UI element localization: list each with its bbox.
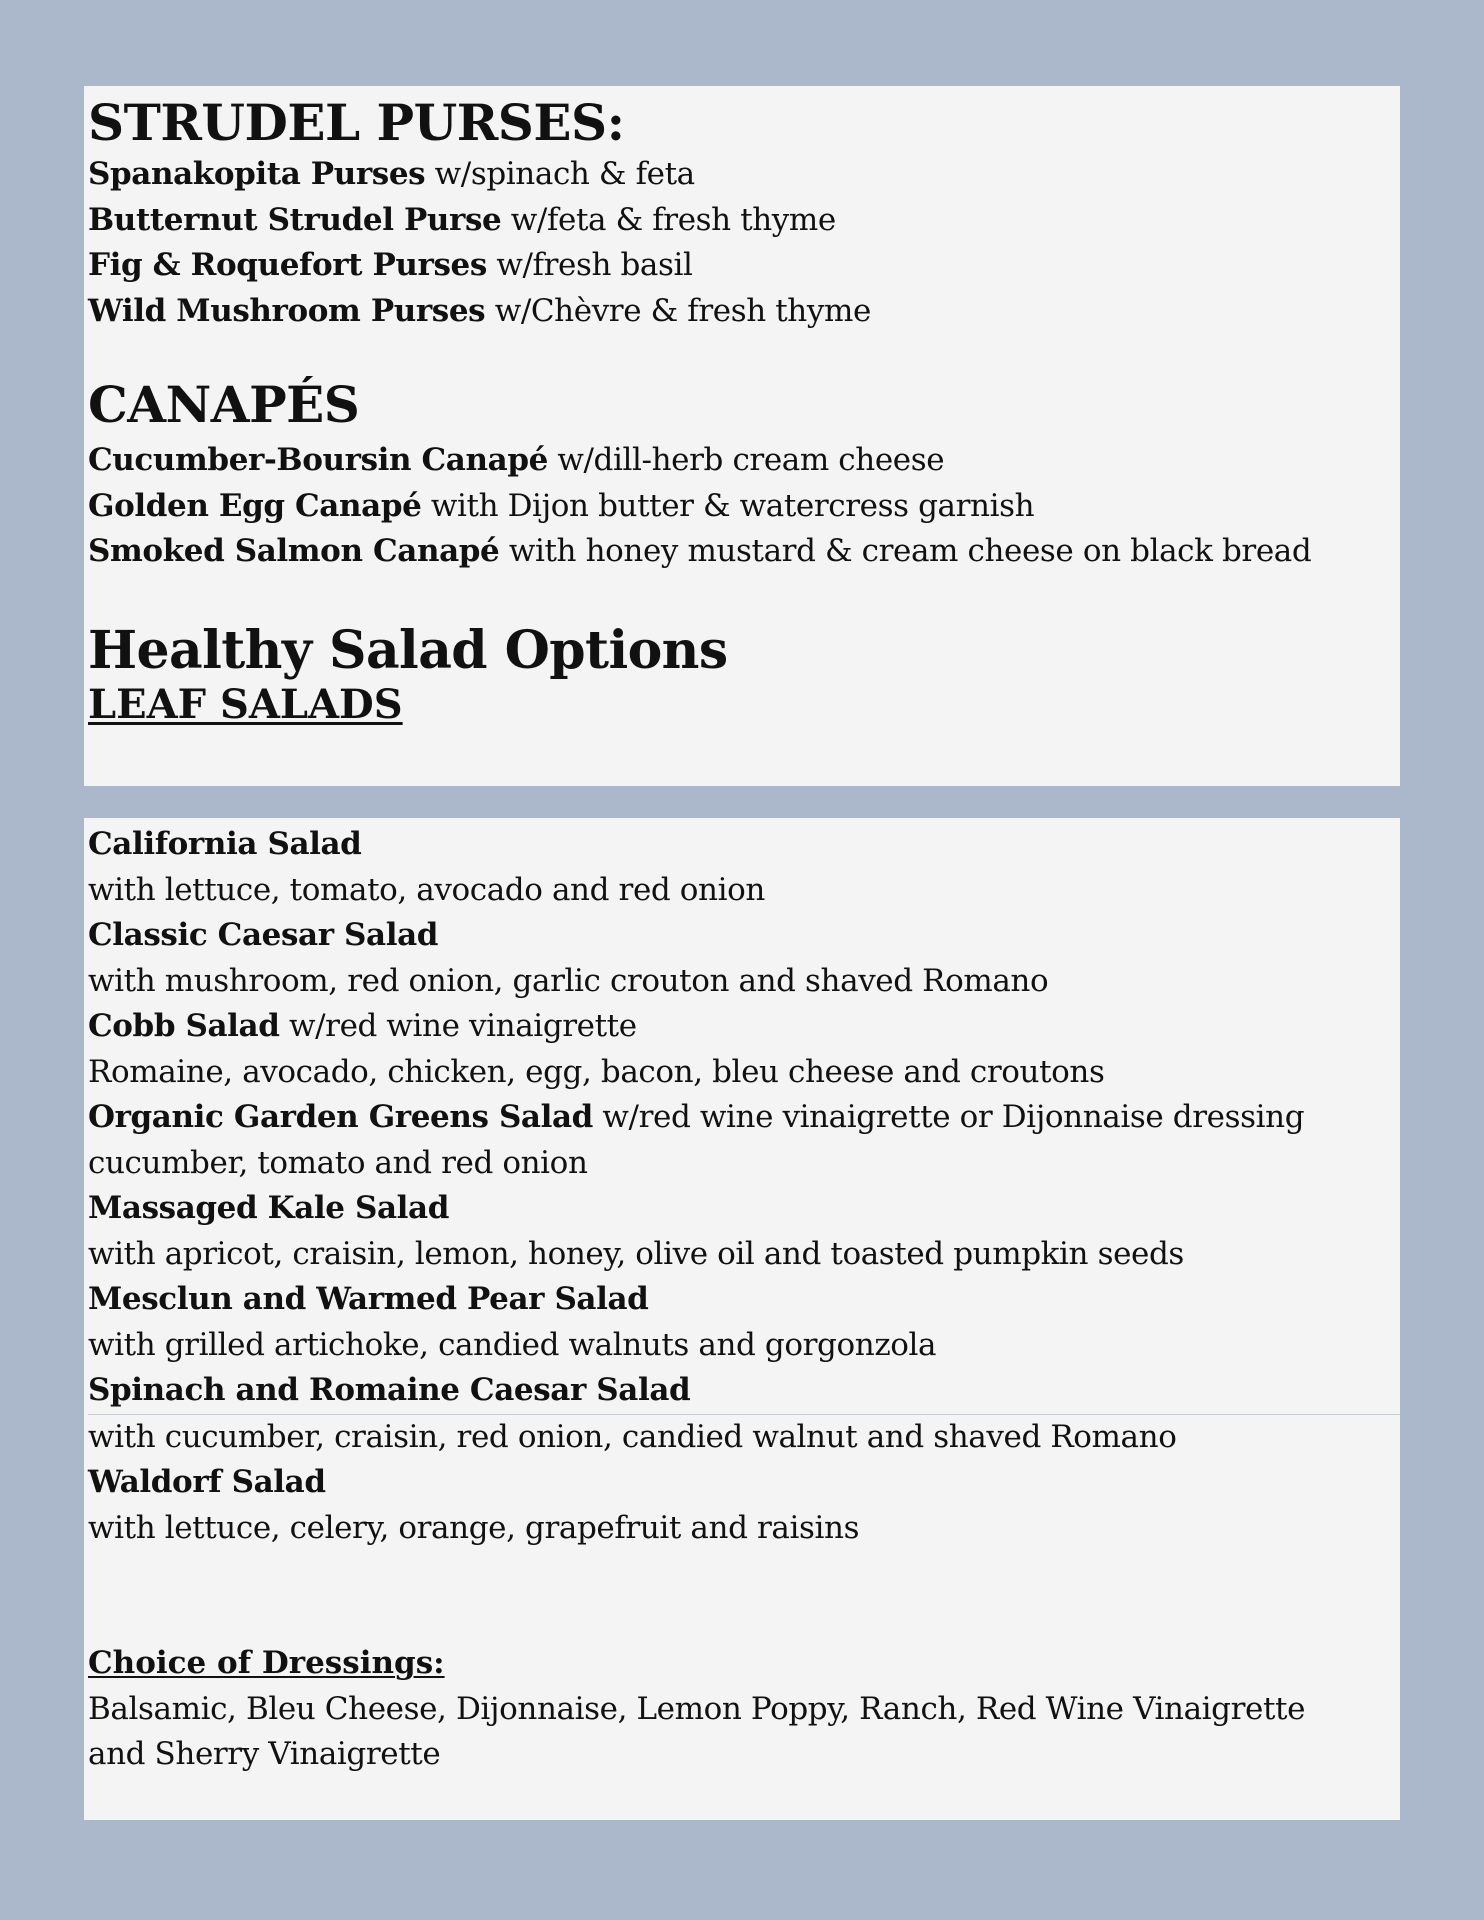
salad-name: Mesclun and Warmed Pear Salad (88, 1281, 649, 1317)
item-name: Butternut Strudel Purse (88, 201, 502, 238)
menu-panel-bottom (84, 818, 1400, 1820)
item-name: Smoked Salmon Canapé (88, 533, 500, 569)
salad-name: Organic Garden Greens Salad (88, 1099, 593, 1135)
salad-name: Classic Caesar Salad (88, 917, 439, 953)
salad-desc: with mushroom, red onion, garlic crouton and shaved Romano (88, 962, 1049, 999)
salad-desc: with lettuce, tomato, avocado and red onion (88, 871, 765, 908)
dressings-heading: Choice of Dressings: (88, 1645, 445, 1681)
salad-name-line (88, 1368, 1400, 1414)
menu-item (88, 243, 1400, 289)
salad-name-line (88, 913, 1400, 959)
menu-item (88, 198, 1400, 244)
item-name: Golden Egg Canapé (88, 487, 422, 524)
salad-desc: with cucumber, craisin, red onion, candied walnut and shaved Romano (88, 1414, 1400, 1461)
salad-name-line (88, 1186, 1400, 1232)
menu-item (88, 438, 1400, 484)
item-desc: with honey mustard & cream cheese on black bread (499, 533, 1312, 569)
salad-list (88, 822, 1400, 1551)
item-desc: w/spinach & feta (425, 156, 695, 192)
salad-desc: Romaine, avocado, chicken, egg, bacon, bleu cheese and croutons (88, 1053, 1105, 1090)
salad-name-line (88, 1460, 1400, 1506)
menu-item (88, 529, 1400, 575)
dressings-section (88, 1641, 1400, 1778)
salad-desc: with lettuce, celery, orange, grapefruit and raisins (88, 1509, 860, 1546)
menu-item (88, 484, 1400, 530)
item-desc: w/dill-herb cream cheese (547, 442, 945, 478)
salad-name-line (88, 1095, 1400, 1141)
menu-item (88, 289, 1400, 335)
salad-name: Waldorf Salad (88, 1464, 326, 1500)
salad-suffix: w/red wine vinaigrette (279, 1008, 637, 1044)
item-name: Cucumber-Boursin Canapé (88, 442, 548, 478)
item-desc: with Dijon butter & watercress garnish (421, 487, 1035, 524)
strudel-heading: STRUDEL PURSES: (88, 93, 625, 152)
dressings-list-continued: and Sherry Vinaigrette (88, 1736, 441, 1772)
item-name: Fig & Roquefort Purses (88, 247, 487, 283)
leaf-salads-subheading: LEAF SALADS (88, 680, 403, 728)
salad-name-line (88, 1004, 1400, 1050)
salad-desc: with grilled artichoke, candied walnuts and gorgonzola (88, 1326, 937, 1363)
salad-name: Cobb Salad (88, 1008, 280, 1044)
canapes-heading: CANAPÉS (88, 375, 360, 434)
item-name: Spanakopita Purses (88, 156, 426, 192)
salad-name: California Salad (88, 826, 362, 862)
salad-name: Spinach and Romaine Caesar Salad (88, 1372, 691, 1408)
item-desc: w/fresh basil (486, 247, 693, 283)
item-desc: w/feta & fresh thyme (501, 201, 836, 238)
salad-name: Massaged Kale Salad (88, 1190, 449, 1226)
salad-suffix: w/red wine vinaigrette or Dijonnaise dressing (592, 1099, 1305, 1135)
menu-panel-top (84, 86, 1400, 786)
dressings-list: Balsamic, Bleu Cheese, Dijonnaise, Lemon Poppy, Ranch, Red Wine Vinaigrette (88, 1690, 1306, 1727)
salad-desc: with apricot, craisin, lemon, honey, olive oil and toasted pumpkin seeds (88, 1235, 1184, 1272)
item-desc: w/Chèvre & fresh thyme (485, 292, 871, 329)
salad-options-heading: Healthy Salad Options (88, 619, 728, 681)
salad-name-line (88, 1277, 1400, 1323)
salad-name-line (88, 822, 1400, 868)
salad-desc: cucumber, tomato and red onion (88, 1144, 588, 1181)
menu-item (88, 152, 1400, 198)
item-name: Wild Mushroom Purses (88, 292, 486, 329)
